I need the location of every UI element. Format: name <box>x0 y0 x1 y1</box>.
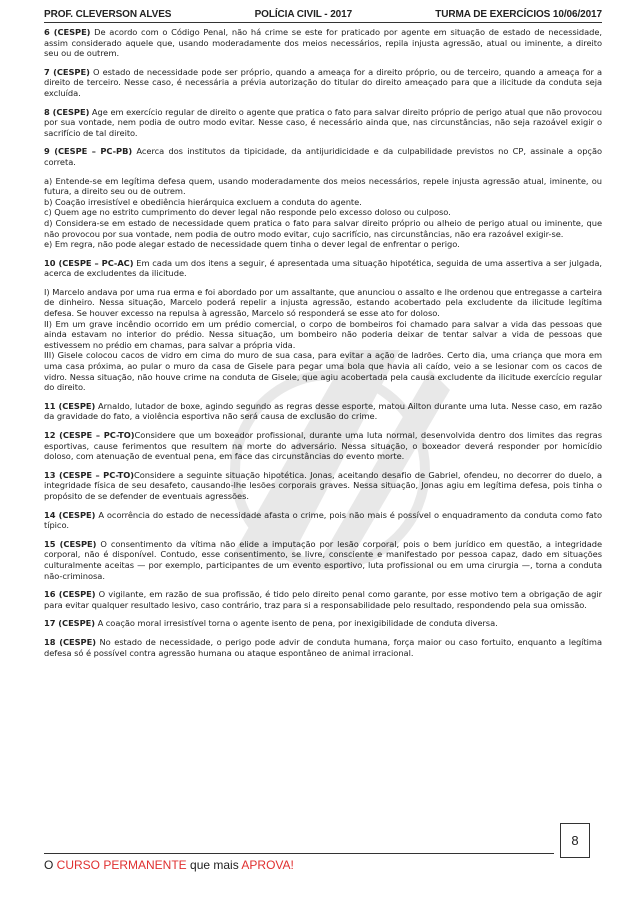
option-a: a) Entende-se em legítima defesa quem, usando moderadamente dos meios necessários, repele injusta agressão atual, iminente, ou futura, a direito seu ou de outrem. <box>44 175 602 197</box>
exercise-list <box>44 27 602 666</box>
question-17: 17 (CESPE) A coação moral irresistível torna o agente isento de pena, por inexigibilidade de conduta diversa. <box>44 618 498 629</box>
page-number: 8 <box>560 823 590 858</box>
question-6: 6 (CESPE) De acordo com o Código Penal, não há crime se este for praticado por agente em situação de estado de necessidade, assim considerado aquele que, usando moderadamente dos meios necessários, repila injusta agressão, atual ou iminente, a direito seu ou de outrem. <box>44 27 602 59</box>
item-iii: III) Gisele colocou cacos de vidro em cima do muro de sua casa, para evitar a ação de ladrões. Certo dia, uma criança que mora em uma casa próxima, ao pular o muro da casa de Gisele para pegar uma bola que havia ali caído, veio a se lesionar com os cacos de vidro. Nessa situação, não houve crime na conduta de Gisele, que agiu acobertada pela causa excludente da ilicitude exercício regular do direito. <box>44 350 602 393</box>
footer-divider <box>44 853 554 854</box>
footer-highlight-approve: APROVA! <box>241 858 294 872</box>
question-11: 11 (CESPE) Arnaldo, lutador de boxe, agindo segundo as regras desse esporte, matou Ailton durante uma luta. Nesse caso, em razão da gravidade do fato, a violência esportiva não será causa de exclusão do crime. <box>44 400 603 422</box>
option-c: c) Quem age no estrito cumprimento do dever legal não responde pelo excesso doloso ou culposo. <box>44 207 451 218</box>
header-class: TURMA DE EXERCÍCIOS 10/06/2017 <box>435 8 602 20</box>
option-b: b) Coação irresistível e obediência hierárquica excluem a conduta do agente. <box>44 196 362 207</box>
question-7: 7 (CESPE) O estado de necessidade pode ser próprio, quando a ameaça for a direito próprio, ou de terceiro, quando a ameaça for a direito de terceiro. Nesse caso, é necessária a prévia autorização do titular do direito ameaçado para que a ilicitude da conduta seja excluída. <box>44 66 602 98</box>
header-course: POLÍCIA CIVIL - 2017 <box>254 8 353 20</box>
item-i: I) Marcelo andava por uma rua erma e foi abordado por um assaltante, que anunciou o assalto e lhe ordenou que entregasse a carteira de dinheiro. Nessa situação, Marcelo poderá repelir a injusta agressão, estando acobertado pela excludente da ilicitude legítima defesa. Se houver excesso na repulsa à agressão, Marcelo só responderá se esse ato for doloso. <box>44 286 602 319</box>
header-author: PROF. CLEVERSON ALVES <box>44 8 172 20</box>
question-10: 10 (CESPE – PC-AC) Em cada um dos itens a seguir, é apresentada uma situação hipotética, seguida de uma assertiva a ser julgada, acerca de excludentes da ilicitude. <box>44 257 602 279</box>
question-9: 9 (CESPE – PC-PB) Acerca dos institutos da tipicidade, da antijuridicidade e da culpabilidade previstos no CP, assinale a opção correta. <box>44 146 602 167</box>
question-9-options <box>44 176 602 250</box>
question-13: 13 (CESPE – PC-TO)Considere a seguinte situação hipotética. Jonas, aceitando desafio de Gabriel, ofendeu, no decorrer do duelo, a integridade física de seu desafeto, causando-lhe lesões corporais graves. Nessa situação, Jonas agiu em legítima defesa, pois tinha o propósito de se defender de eventuais agressões. <box>44 469 602 501</box>
header-divider <box>44 22 602 23</box>
question-10-items <box>44 287 602 393</box>
question-18: 18 (CESPE) No estado de necessidade, o perigo pode advir de conduta humana, força maior ou caso fortuito, enquanto a legítima defesa só é possível contra agressão humana ou ataque espontâneo de animal irracional. <box>44 636 602 658</box>
question-15: 15 (CESPE) O consentimento da vítima não elide a imputação por lesão corporal, pois o bem jurídico em questão, a integridade corporal, não é disponível. Contudo, esse consentimento, se livre, consciente e manifestado por pessoa capaz, dado em situações culturalmente aceitas — por exemplo, participantes de um evento esportivo, luta profissional ou em uma cirurgia —, torna a conduta não-criminosa. <box>44 538 603 581</box>
question-8: 8 (CESPE) Age em exercício regular de direito o agente que pratica o fato para salvar direito próprio de perigo atual que não provocou por sua vontade, nem podia de outro modo evitar. Nesse caso, é necessário ainda que, nas circunstâncias, não seja razoável exigir o sacrifício de tal direito. <box>44 106 602 138</box>
question-12: 12 (CESPE – PC-TO)Considere que um boxeador profissional, durante uma luta normal, desenvolvida dentro dos limites das regras esportivas, cause ferimentos que resultem na morte do adversário. Nessa situação, o boxeador deverá responder por homicídio doloso, com atenuação de eventual pena, em face das circunstâncias do evento morte. <box>44 430 602 462</box>
option-d: d) Considera-se em estado de necessidade quem pratica o fato para salvar direito próprio ou alheio de perigo atual ou iminente, que não provocou por sua vontade, nem podia de outro modo evitar, cujo sacrifício, nas circunstâncias, não era razoável exigir-se. <box>44 217 602 239</box>
question-14: 14 (CESPE) A ocorrência do estado de necessidade afasta o crime, pois não mais é possível o enquadramento da conduta como fato típico. <box>44 509 603 531</box>
question-16: 16 (CESPE) O vigilante, em razão de sua profissão, é tido pelo direito penal como garante, por esse motivo tem a obrigação de agir para evitar qualquer resultado lesivo, caso contrário, traz para si a responsabilidade pelo resultado, respondendo pela sua omissão. <box>44 589 603 610</box>
footer-highlight-course: CURSO PERMANENTE <box>56 858 187 872</box>
footer-slogan: O CURSO PERMANENTE que mais APROVA! <box>44 858 294 872</box>
option-e: e) Em regra, não pode alegar estado de necessidade quem tinha o dever legal de enfrentar o perigo. <box>44 239 460 250</box>
item-ii: II) Em um grave incêndio ocorrido em um prédio comercial, o corpo de bombeiros foi chamado para salvar a vida das pessoas que ainda estavam no interior do prédio. Nessa situação, um bombeiro não poderia deixar de tentar salvar a vida de pessoas que estivessem no prédio em chamas, para salvar a própria vida. <box>44 318 602 350</box>
page-header <box>44 7 602 21</box>
